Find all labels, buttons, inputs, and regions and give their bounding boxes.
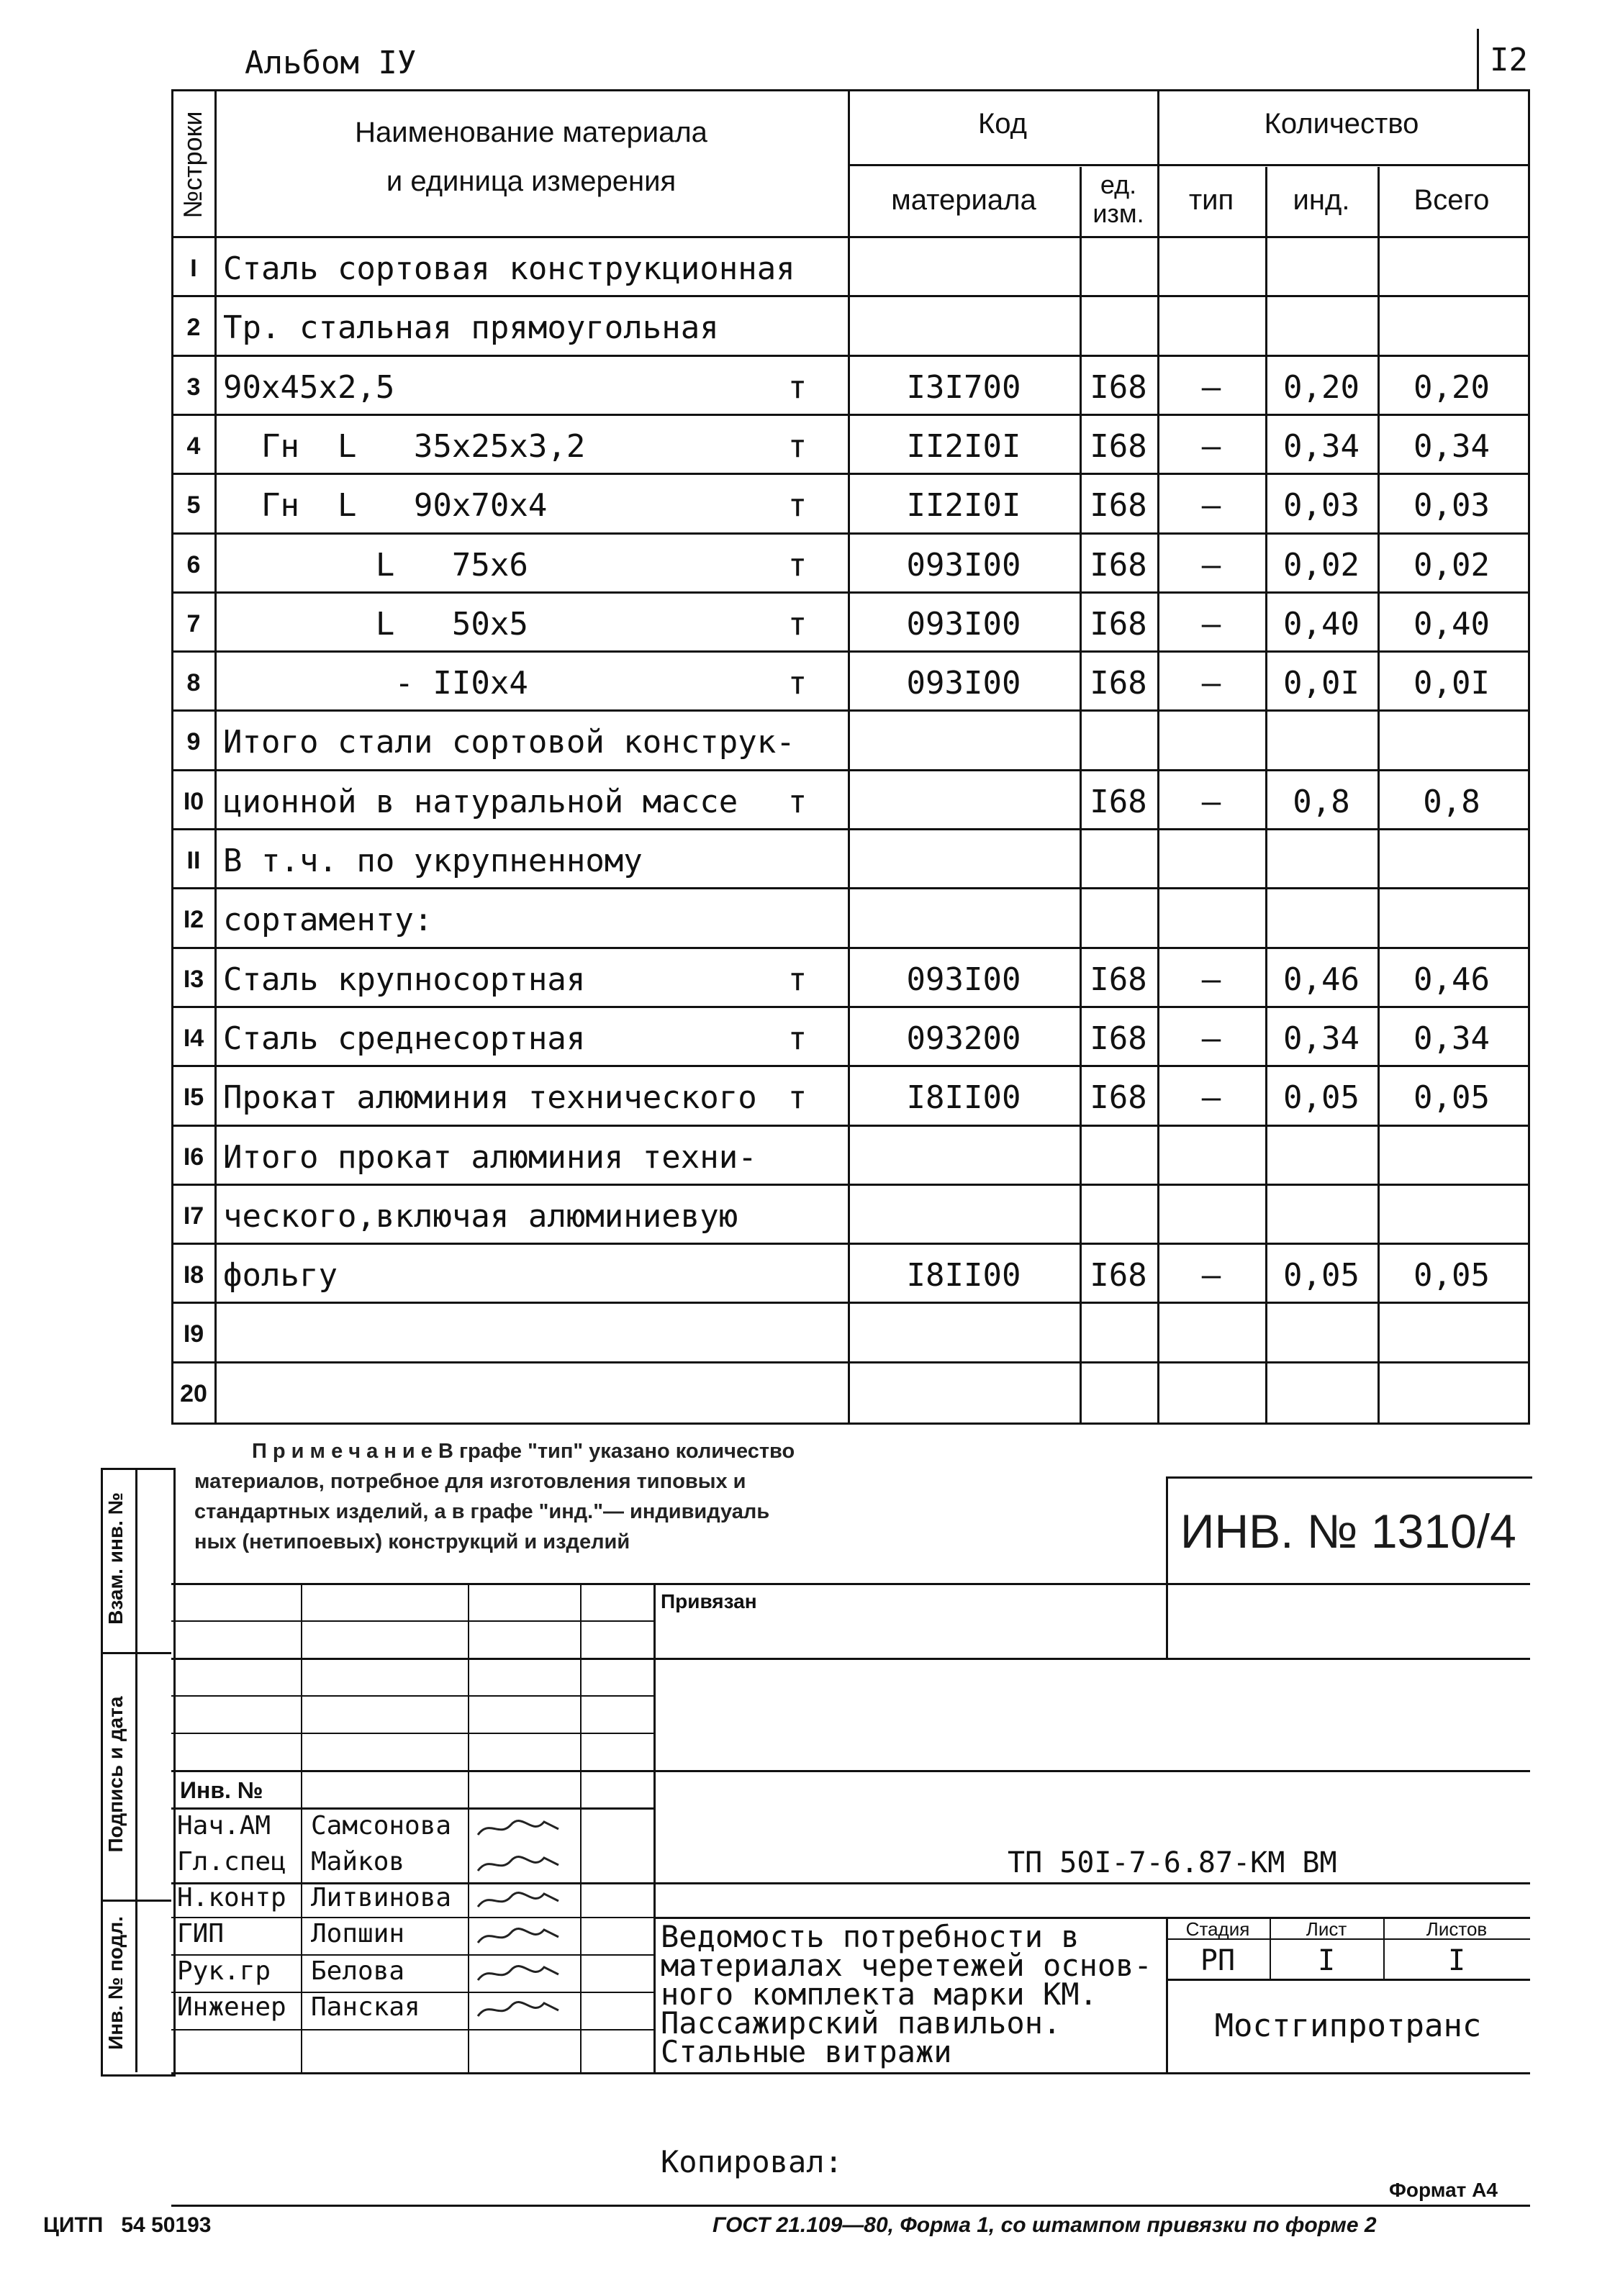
row-number: I7: [183, 1202, 204, 1230]
individual-quantity: 0,02: [1283, 546, 1360, 584]
title-line-5: Стальные витражи: [661, 2034, 952, 2069]
document-title: [661, 1919, 1152, 2069]
title-line-3: ного комплекта марки КМ.: [661, 1977, 1098, 2012]
footer-left: ЦИТП 54 50193: [43, 2213, 212, 2237]
signature: [475, 1961, 561, 1986]
individual-quantity: 0,03: [1283, 487, 1360, 525]
code-group-header: Код: [977, 108, 1027, 140]
type-quantity: –: [1201, 546, 1221, 584]
unit-code: I68: [1090, 1257, 1147, 1294]
type-quantity: –: [1201, 665, 1221, 702]
total-header: Всего: [1413, 184, 1490, 216]
unit-code-header-2: изм.: [1092, 199, 1144, 228]
individual-quantity: 0,34: [1283, 427, 1360, 465]
unit: т: [787, 605, 808, 643]
row-number: I5: [183, 1084, 204, 1112]
type-header: тип: [1188, 184, 1234, 216]
staff-name: Панская: [311, 1992, 420, 2022]
row-number: I4: [183, 1024, 204, 1052]
unit: т: [787, 665, 808, 702]
individual-quantity: 0,8: [1293, 783, 1350, 820]
sheets-label: Листов: [1426, 1918, 1488, 1940]
material-code: I8II00: [906, 1079, 1021, 1117]
unit-code: I68: [1090, 487, 1147, 525]
name-header-line1: Наименование материала: [355, 117, 707, 148]
type-quantity: –: [1201, 783, 1221, 820]
unit-code: I68: [1090, 427, 1147, 465]
row-number: I3: [183, 965, 204, 993]
total-quantity: 0,34: [1413, 427, 1490, 465]
total-quantity: 0,05: [1413, 1257, 1490, 1294]
sheets-value: I: [1447, 1944, 1466, 1977]
individual-quantity: 0,20: [1283, 368, 1360, 406]
material-name: Гн L 35x25x3,2: [223, 427, 586, 465]
row-number: 2: [186, 314, 201, 342]
individual-quantity: 0,34: [1283, 1020, 1360, 1057]
stage-value: РП: [1200, 1944, 1236, 1977]
row-divider: [171, 1361, 1530, 1363]
row-number: 7: [186, 609, 201, 637]
row-number: 3: [186, 373, 201, 401]
unit: т: [787, 961, 808, 998]
sheet-value: I: [1317, 1944, 1336, 1977]
note-line-1: П р и м е ч а н и е В графе "тип" указано количество: [252, 1440, 795, 1463]
type-quantity: –: [1201, 368, 1221, 406]
row-divider: [171, 295, 1530, 297]
staff-name: Майков: [311, 1847, 405, 1877]
type-quantity: –: [1201, 961, 1221, 998]
staff-role: ГИП: [177, 1919, 225, 1948]
unit-code: I68: [1090, 368, 1147, 406]
title-line-1: Ведомость потребности в: [661, 1919, 1080, 1954]
materials-table: [171, 89, 1530, 1425]
individual-quantity: 0,40: [1283, 605, 1360, 643]
total-quantity: 0,02: [1413, 546, 1490, 584]
note-line-4: ных (нетипоевых) конструкций и изделий: [194, 1530, 630, 1553]
material-name: ционной в натуральной массе: [223, 783, 738, 820]
album-label: Альбом IУ: [245, 45, 417, 81]
material-code: 093I00: [906, 546, 1021, 584]
individual-quantity: 0,46: [1283, 961, 1360, 998]
title-line-2: материалах черетежей основ-: [661, 1948, 1152, 1983]
unit: т: [787, 783, 808, 820]
row-divider: [171, 887, 1530, 889]
material-name: Сталь среднесортная: [223, 1020, 586, 1057]
signature: [475, 1852, 561, 1877]
material-name: Гн L 90x70x4: [223, 487, 548, 525]
row-divider: [171, 355, 1530, 357]
material-name: В т.ч. по укрупненному: [223, 843, 643, 879]
staff-role: Нач.АМ: [177, 1811, 271, 1841]
document-code: ТП 50I-7-6.87-КМ ВМ: [1008, 1846, 1337, 1879]
material-code: I3I700: [906, 368, 1021, 406]
row-number: I2: [183, 906, 204, 934]
type-quantity: –: [1201, 487, 1221, 525]
total-quantity: 0,03: [1413, 487, 1490, 525]
row-number: I: [190, 255, 197, 282]
side-label-original-inv: Инв. № подл.: [104, 1916, 127, 2050]
stage-label: Стадия: [1185, 1918, 1250, 1940]
total-quantity: 0,20: [1413, 368, 1490, 406]
material-name: L 50x5: [223, 605, 528, 643]
bound-label: Привязан: [661, 1590, 757, 1612]
row-divider: [171, 709, 1530, 712]
staff-role: Гл.спец: [177, 1847, 286, 1877]
total-quantity: 0,8: [1423, 783, 1480, 820]
row-number: I0: [183, 787, 204, 815]
unit: т: [787, 1020, 808, 1057]
side-label-replaced-inv: Взам. инв. №: [104, 1492, 127, 1625]
row-number: 4: [186, 432, 201, 460]
material-name: L 75x6: [223, 546, 528, 584]
signature: [475, 1924, 561, 1948]
unit-code: I68: [1090, 1079, 1147, 1117]
row-divider: [171, 769, 1530, 771]
material-name: Итого стали сортовой конструк-: [223, 724, 795, 761]
row-divider: [171, 828, 1530, 830]
material-name: Сталь сортовая конструкционная: [223, 250, 795, 287]
individual-quantity: 0,05: [1283, 1079, 1360, 1117]
type-quantity: –: [1201, 427, 1221, 465]
material-name: фольгу: [223, 1257, 338, 1294]
row-divider: [171, 947, 1530, 949]
material-code: 093I00: [906, 605, 1021, 643]
row-number: II: [186, 847, 201, 874]
row-number: 20: [180, 1379, 207, 1407]
signature: [475, 1816, 561, 1841]
inv-label: Инв. №: [180, 1777, 263, 1803]
quantity-group-header: Количество: [1264, 108, 1419, 140]
unit-code: I68: [1090, 1020, 1147, 1057]
sheet-number: I2: [1490, 42, 1528, 78]
row-number: I8: [183, 1261, 204, 1289]
individual-quantity: 0,05: [1283, 1257, 1360, 1294]
material-name: Прокат алюминия технического: [223, 1079, 757, 1117]
row-divider: [171, 1065, 1530, 1067]
organization: Мостгипротранс: [1214, 2007, 1482, 2044]
type-quantity: –: [1201, 605, 1221, 643]
sheet-label: Лист: [1306, 1918, 1347, 1940]
individual-quantity: 0,0I: [1283, 665, 1360, 702]
signature: [475, 1888, 561, 1912]
title-line-4: Пассажирский павильон.: [661, 2005, 1062, 2041]
row-divider: [171, 650, 1530, 653]
type-quantity: –: [1201, 1257, 1221, 1294]
row-divider: [171, 473, 1530, 475]
material-code: 093200: [906, 1020, 1021, 1057]
staff-name: Литвинова: [311, 1883, 452, 1912]
note-line-3: стандартных изделий, а в графе "инд."— индивидуаль: [194, 1500, 770, 1523]
format-label: Формат А4: [1389, 2179, 1498, 2201]
unit: т: [787, 368, 808, 406]
unit: т: [787, 427, 808, 465]
copied-label: Копировал:: [661, 2144, 843, 2179]
individual-header: инд.: [1293, 184, 1350, 216]
type-quantity: –: [1201, 1079, 1221, 1117]
side-label-signature-date: Подпись и дата: [104, 1696, 127, 1853]
row-number-header: №строки: [178, 111, 207, 219]
row-divider: [171, 1125, 1530, 1127]
row-divider: [171, 1302, 1530, 1304]
row-number: 8: [186, 669, 201, 697]
unit-code: I68: [1090, 605, 1147, 643]
row-divider: [171, 591, 1530, 594]
staff-name: Лопшин: [311, 1919, 405, 1948]
name-header-line2: и единица измерения: [386, 165, 677, 197]
total-quantity: 0,34: [1413, 1020, 1490, 1057]
total-quantity: 0,46: [1413, 961, 1490, 998]
unit-code: I68: [1090, 961, 1147, 998]
unit: т: [787, 546, 808, 584]
row-number: I6: [183, 1143, 204, 1171]
unit-code: I68: [1090, 665, 1147, 702]
staff-name: Самсонова: [311, 1811, 452, 1841]
unit: т: [787, 487, 808, 525]
footer-right: ГОСТ 21.109—80, Форма 1, со штампом привязки по форме 2: [712, 2213, 1377, 2237]
inventory-stamp: ИНВ. № 1310/4: [1180, 1505, 1516, 1558]
row-number: 5: [186, 491, 201, 519]
note-text: [194, 1436, 795, 1557]
material-code: II2I0I: [906, 427, 1021, 465]
material-code-header: материала: [891, 184, 1036, 216]
total-quantity: 0,05: [1413, 1079, 1490, 1117]
material-code: I8II00: [906, 1257, 1021, 1294]
unit-code: I68: [1090, 783, 1147, 820]
material-code: 093I00: [906, 961, 1021, 998]
row-divider: [171, 1184, 1530, 1186]
material-name: 90x45x2,5: [223, 368, 395, 406]
row-divider: [171, 414, 1530, 416]
staff-role: Н.контр: [177, 1883, 286, 1912]
note-line-2: материалов, потребное для изготовления типовых и: [194, 1470, 746, 1493]
staff-role: Рук.гр: [177, 1956, 271, 1986]
row-number: 9: [186, 728, 201, 756]
unit: т: [787, 1079, 808, 1117]
row-number: I9: [183, 1320, 204, 1348]
material-name: Итого прокат алюминия техни-: [223, 1138, 757, 1176]
signature: [475, 1997, 561, 2022]
material-code: 093I00: [906, 665, 1021, 702]
unit-code: I68: [1090, 546, 1147, 584]
material-name: ческого,включая алюминиевую: [223, 1197, 738, 1235]
total-quantity: 0,0I: [1413, 665, 1490, 702]
unit-code-header-1: ед.: [1100, 170, 1137, 199]
material-name: Тр. стальная прямоугольная: [223, 309, 719, 347]
row-number: 6: [186, 550, 201, 578]
row-divider: [171, 1006, 1530, 1008]
row-divider: [171, 1243, 1530, 1245]
type-quantity: –: [1201, 1020, 1221, 1057]
material-name: сортаменту:: [223, 902, 433, 939]
material-code: II2I0I: [906, 487, 1021, 525]
total-quantity: 0,40: [1413, 605, 1490, 643]
material-name: - II0x4: [223, 665, 528, 702]
material-name: Сталь крупносортная: [223, 961, 586, 998]
staff-name: Белова: [311, 1956, 405, 1986]
staff-role: Инженер: [177, 1992, 286, 2022]
row-divider: [171, 532, 1530, 535]
